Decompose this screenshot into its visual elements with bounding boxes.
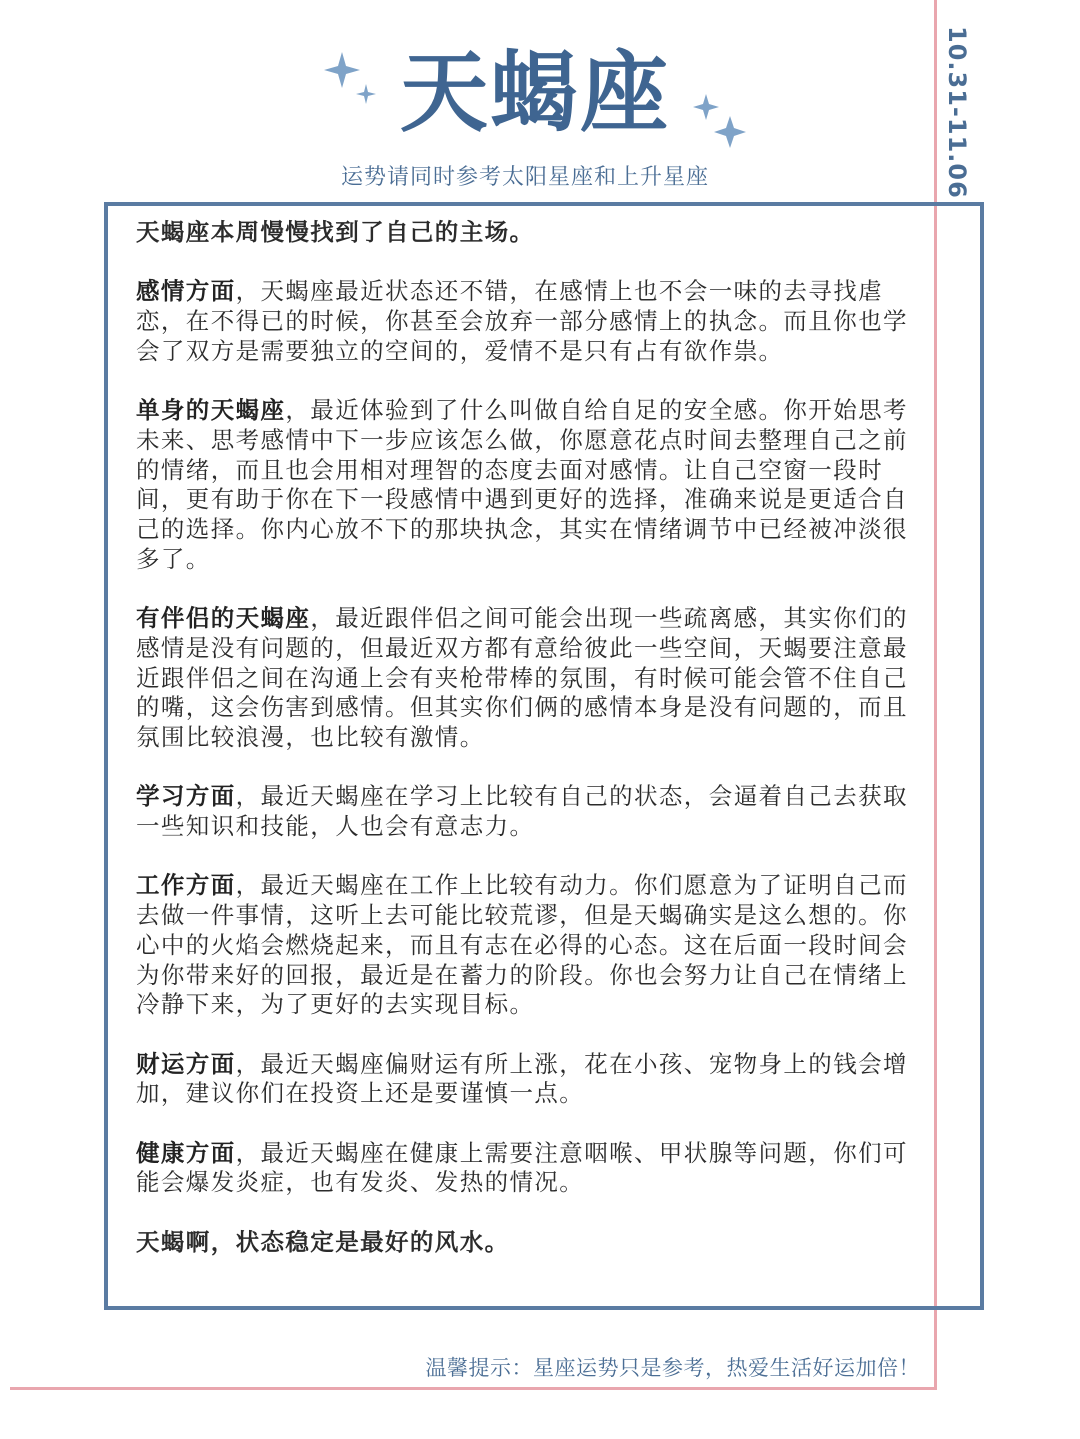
section-wealth: [136, 1050, 916, 1109]
sparkle-icon-left: [322, 50, 382, 110]
closing-line: 天蝎啊，状态稳定是最好的风水。: [136, 1227, 510, 1256]
intro-line: 天蝎座本周慢慢找到了自己的主场。: [136, 218, 535, 246]
header: [0, 40, 1080, 150]
section-text: ，最近体验到了什么叫做自给自足的安全感。你开始思考未来、思考感情中下一步应该怎么做，你愿意花点时间去整理自己之前的情绪，而且也会用相对理智的态度去面对感情。让自己空窗一段时间，更有助于你在下一段感情中遇到更好的选择，准确来说是更适合自己的选择。你内心放不下的那块执念，其实在情绪调节中已经被冲淡很多了。: [136, 396, 908, 573]
subtitle: 运势请同时参考太阳星座和上升星座: [340, 165, 709, 190]
footer-tip: 温馨提示：星座运势只是参考，热爱生活好运加倍！: [425, 1356, 920, 1380]
section-text: ，最近天蝎座在工作上比较有动力。你们愿意为了证明自己而去做一件事情，这听上去可能比较荒谬，但是天蝎确实是这么想的。你心中的火焰会燃烧起来，而且有志在必得的心态。这在后面一段时间会为你带来好的回报，最近是在蓄力的阶段。你也会努力让自己在情绪上冷静下来，为了更好的去实现目标。: [136, 871, 908, 1019]
section-heading: 单身的天蝎座: [136, 396, 286, 425]
section-partnered: [136, 604, 916, 753]
section-study: [136, 782, 916, 841]
section-heading: 有伴侣的天蝎座: [136, 604, 311, 633]
horoscope-content: [136, 218, 916, 1257]
section-work: [136, 871, 916, 1020]
sparkle-icon-right: [690, 92, 750, 152]
section-health: [136, 1139, 916, 1198]
section-text: ，天蝎座最近状态还不错，在感情上也不会一味的去寻找虐恋，在不得已的时候，你甚至会放弃一部分感情上的执念。而且你也学会了双方是需要独立的空间的，爱情不是只有占有欲作祟。: [136, 277, 908, 365]
section-heading: 健康方面: [136, 1138, 236, 1167]
section-text: ，最近天蝎座偏财运有所上涨，花在小孩、宠物身上的钱会增加，建议你们在投资上还是要谨慎一点。: [136, 1049, 908, 1108]
section-text: ，最近天蝎座在学习上比较有自己的状态，会逼着自己去获取一些知识和技能，人也会有意志力。: [136, 782, 908, 840]
section-single: [136, 396, 916, 574]
section-heading: 学习方面: [136, 782, 236, 811]
section-love: [136, 277, 916, 366]
section-heading: 感情方面: [136, 277, 236, 306]
page-title: 天蝎座: [399, 41, 670, 144]
section-heading: 财运方面: [136, 1049, 236, 1078]
pink-horizontal-line: [10, 1387, 937, 1390]
section-text: ，最近天蝎座在健康上需要注意咽喉、甲状腺等问题，你们可能会爆发炎症，也有发炎、发热的情况。: [136, 1138, 908, 1197]
date-range: 10.31-11.06: [943, 26, 971, 199]
section-text: ，最近跟伴侣之间可能会出现一些疏离感，其实你们的感情是没有问题的，但最近双方都有意给彼此一些空间，天蝎要注意最近跟伴侣之间在沟通上会有夹枪带棒的氛围，有时候可能会管不住自己的嘴，这会伤害到感情。但其实你们俩的感情本身是没有问题的，而且氛围比较浪漫，也比较有激情。: [136, 604, 908, 751]
section-heading: 工作方面: [136, 871, 236, 900]
